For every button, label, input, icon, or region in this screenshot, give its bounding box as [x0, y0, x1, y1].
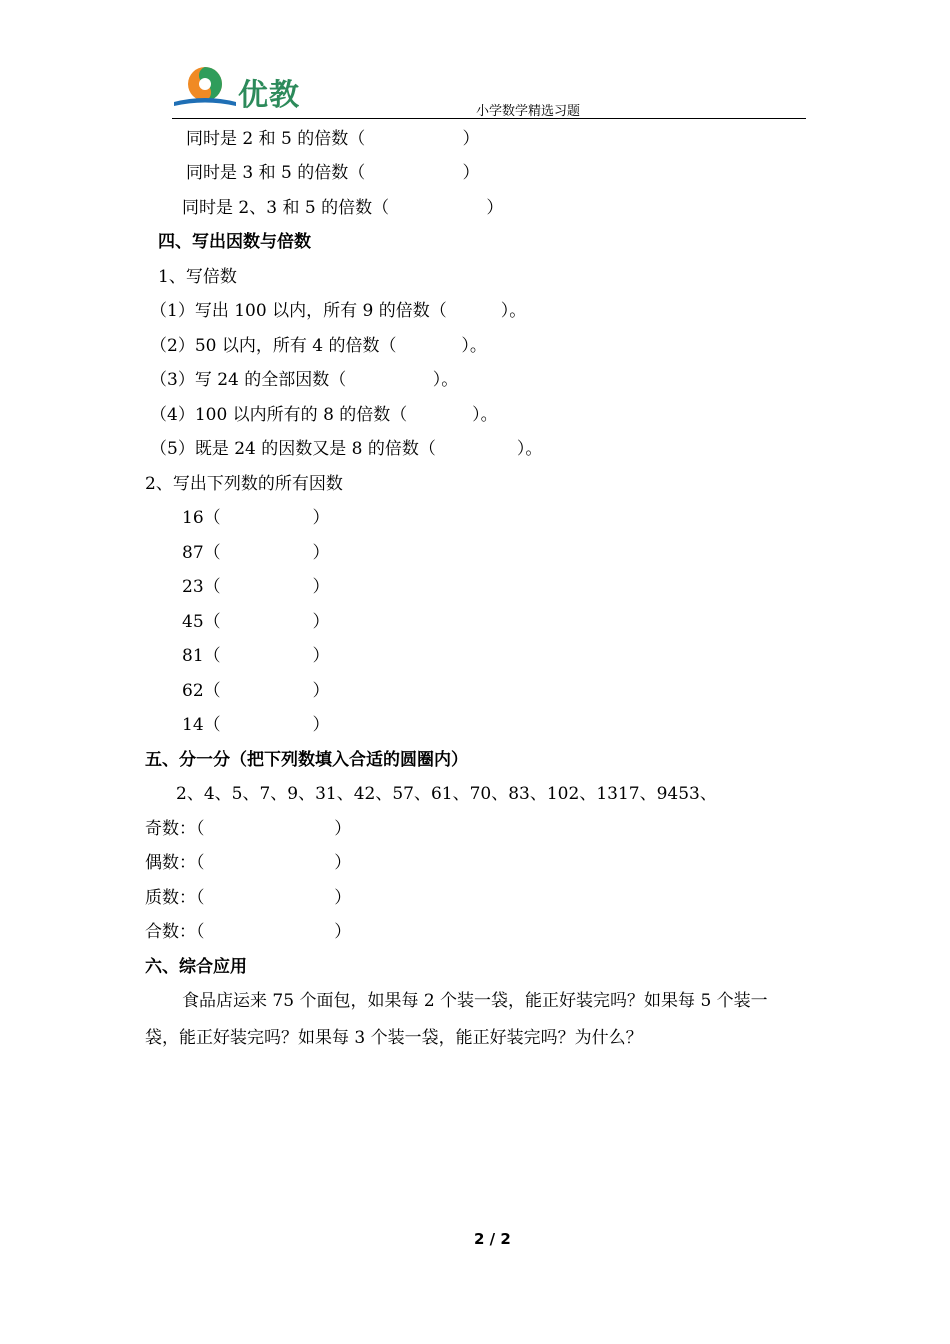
exercise-line: 同时是 3 和 5 的倍数（ ） — [186, 163, 480, 183]
page-number: 2 / 2 — [474, 1230, 511, 1248]
subsection-heading: 1、写倍数 — [158, 267, 237, 287]
factor-line: 81（ ） — [182, 646, 330, 666]
exercise-line: 同时是 2 和 5 的倍数（ ） — [186, 129, 480, 149]
category-line: 合数：（ ） — [145, 922, 352, 942]
section-heading: 五、分一分（把下列数填入合适的圆圈内） — [145, 750, 468, 770]
category-line: 奇数：（ ） — [145, 819, 352, 839]
category-line: 偶数：（ ） — [145, 853, 352, 873]
category-line: 质数：（ ） — [145, 888, 352, 908]
question-line: （4）100 以内所有的 8 的倍数（ ）。 — [150, 405, 498, 425]
header-subtitle: 小学数学精选习题 — [476, 104, 581, 119]
factor-line: 14（ ） — [182, 715, 330, 735]
header-divider — [172, 118, 806, 119]
question-line: （5）既是 24 的因数又是 8 的倍数（ ）。 — [150, 439, 543, 459]
subsection-heading: 2、写出下列数的所有因数 — [145, 474, 343, 494]
factor-line: 87（ ） — [182, 543, 330, 563]
number-list: 2、4、5、7、9、31、42、57、61、70、83、102、1317、9453、 — [176, 784, 717, 804]
factor-line: 23（ ） — [182, 577, 330, 597]
question-line: （1）写出 100 以内，所有 9 的倍数（ ）。 — [150, 301, 527, 321]
factor-line: 45（ ） — [182, 612, 330, 632]
section-heading: 四、写出因数与倍数 — [158, 232, 311, 252]
question-line: （2）50 以内，所有 4 的倍数（ ）。 — [150, 336, 487, 356]
word-problem-line: 食品店运来 75 个面包，如果每 2 个装一袋，能正好装完吗？如果每 5 个装一 — [182, 991, 768, 1011]
section-heading: 六、综合应用 — [145, 957, 247, 977]
factor-line: 16（ ） — [182, 508, 330, 528]
logo-text: 优教 — [238, 78, 300, 113]
factor-line: 62（ ） — [182, 681, 330, 701]
exercise-line: 同时是 2、3 和 5 的倍数（ ） — [182, 198, 504, 218]
word-problem-line: 袋，能正好装完吗？如果每 3 个装一袋，能正好装完吗？为什么？ — [145, 1028, 643, 1048]
question-line: （3）写 24 的全部因数（ ）。 — [150, 370, 459, 390]
